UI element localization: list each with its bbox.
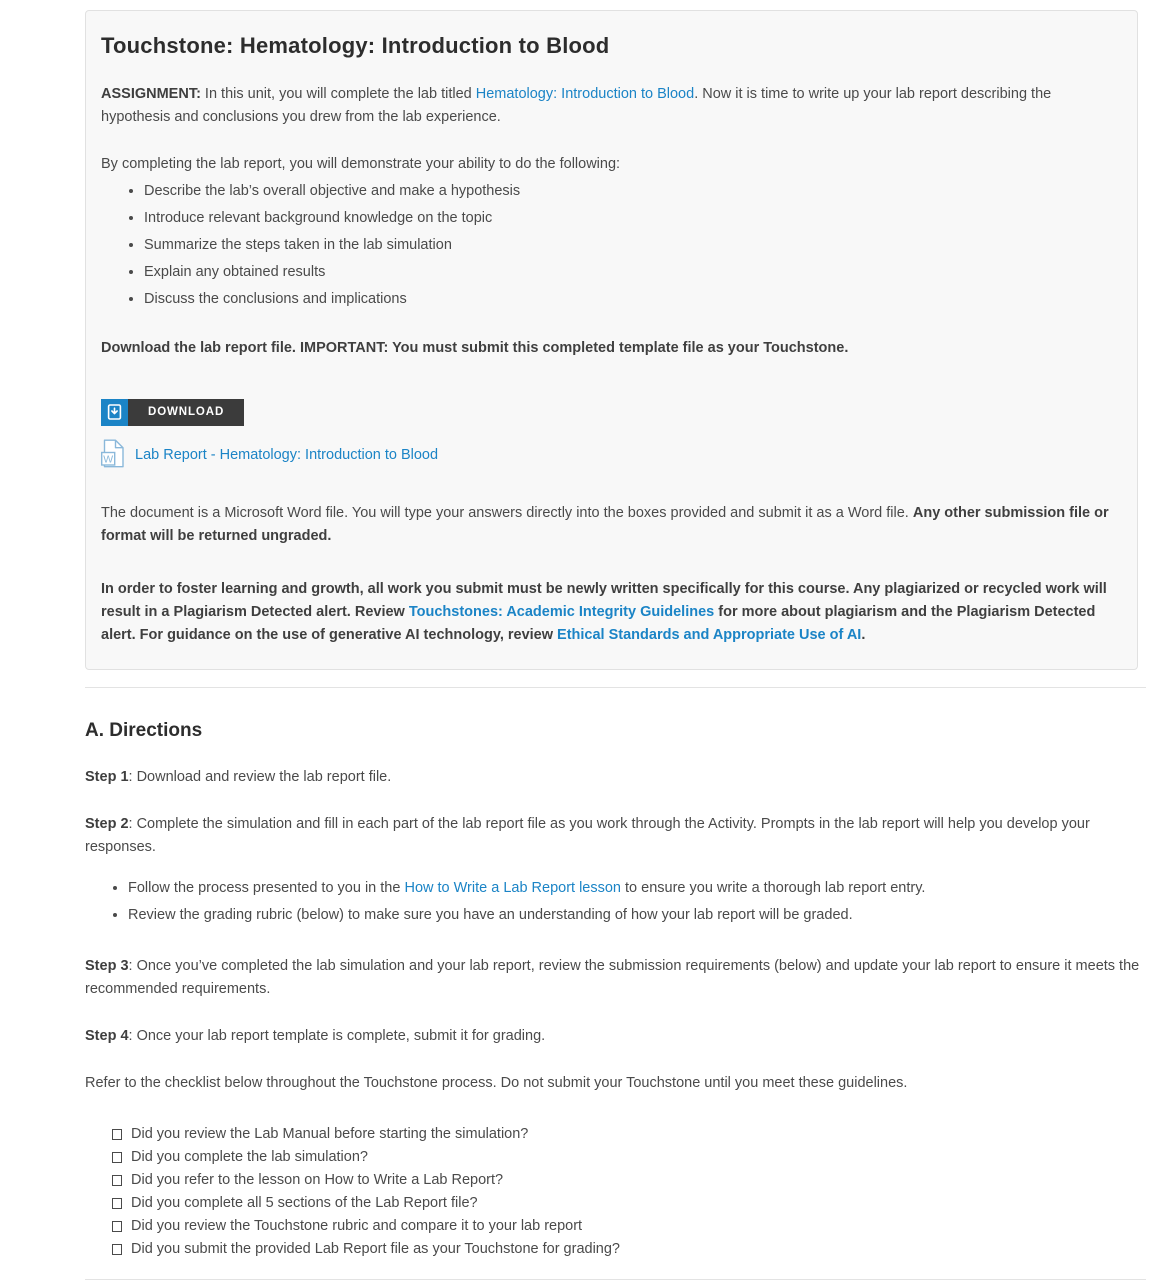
lab-report-file-link[interactable]: Lab Report - Hematology: Introduction to Blood <box>135 447 439 463</box>
download-note: Download the lab report file. IMPORTANT: You must submit this completed template file as your Touchstone. <box>101 340 849 356</box>
assignment-text-before: In this unit, you will complete the lab titled <box>200 86 476 102</box>
checklist-intro: Refer to the checklist below throughout the Touchstone process. Do not submit your Touchstone until you meet these guidelines. <box>85 1074 908 1091</box>
step-2-bullets <box>85 877 1146 927</box>
checkbox-icon <box>112 1152 122 1163</box>
file-row <box>101 439 1122 472</box>
download-icon <box>101 399 128 426</box>
checklist-item <box>112 1192 1146 1215</box>
list-item: • Introduce relevant background knowledge on the topic <box>144 207 1122 230</box>
bullet-text-after: to ensure you write a thorough lab report entry. <box>621 879 926 896</box>
demonstrate-intro: By completing the lab report, you will demonstrate your ability to do the following: <box>101 156 621 172</box>
assignment-paragraph <box>101 83 1122 129</box>
academic-integrity-link[interactable]: Touchstones: Academic Integrity Guidelines <box>408 603 715 620</box>
checklist-item-text: Did you review the Lab Manual before starting the simulation? <box>131 1125 529 1142</box>
page <box>85 0 1146 1280</box>
step-4-label: Step 4 <box>85 1027 129 1044</box>
integrity-paragraph <box>101 578 1122 647</box>
document-text: The document is a Microsoft Word file. You will type your answers directly into the boxes provided and submit it as a Word file. <box>101 504 913 521</box>
checklist <box>85 1123 1146 1261</box>
step-1 <box>85 766 1146 789</box>
list-item: • Discuss the conclusions and implications <box>144 288 1122 311</box>
integrity-text-3: . <box>861 626 866 643</box>
checklist-item <box>112 1238 1146 1261</box>
section-divider <box>85 687 1146 688</box>
checklist-item-text: Did you review the Touchstone rubric and compare it to your lab report <box>131 1217 583 1234</box>
page-title: Touchstone: Hematology: Introduction to Blood <box>101 33 610 58</box>
ethical-standards-link[interactable]: Ethical Standards and Appropriate Use of AI <box>557 626 862 643</box>
assignment-label: ASSIGNMENT: <box>101 86 201 102</box>
download-button-label: DOWNLOAD <box>128 399 244 426</box>
list-item: • Summarize the steps taken in the lab simulation <box>144 234 1122 257</box>
checkbox-icon <box>112 1244 122 1255</box>
step-4 <box>85 1025 1146 1048</box>
checklist-item-text: Did you complete the lab simulation? <box>131 1148 368 1165</box>
document-text-bold: Any other submission file or format will be returned ungraded. <box>101 504 1109 544</box>
step-3 <box>85 955 1146 1001</box>
checkbox-icon <box>112 1175 122 1186</box>
abilities-list <box>101 180 1122 311</box>
checklist-item <box>112 1146 1146 1169</box>
assignment-box <box>85 10 1138 670</box>
document-paragraph <box>101 502 1122 548</box>
checklist-item-text: Did you complete all 5 sections of the Lab Report file? <box>131 1194 478 1211</box>
checklist-item <box>112 1169 1146 1192</box>
integrity-text-1: In order to foster learning and growth, all work you submit must be newly written specifically for this course. Any plagiarized or recycled work will result in a Plagiarism Detected alert. Review <box>101 580 1107 620</box>
list-item: • Describe the lab’s overall objective and make a hypothesis <box>144 180 1122 203</box>
checklist-item <box>112 1215 1146 1238</box>
directions-heading: A. Directions <box>85 719 203 741</box>
step-3-label: Step 3 <box>85 957 129 974</box>
list-item <box>128 877 1146 900</box>
how-to-write-lab-report-link[interactable]: How to Write a Lab Report lesson <box>404 879 621 896</box>
step-2 <box>85 813 1146 859</box>
step-2-text: : Complete the simulation and fill in each part of the lab report file as you work through the Activity. Prompts in the lab report will help you develop your responses. <box>85 815 1090 855</box>
checkbox-icon <box>112 1129 122 1140</box>
svg-text:W: W <box>103 452 114 465</box>
list-item: • Explain any obtained results <box>144 261 1122 284</box>
hematology-lab-link[interactable]: Hematology: Introduction to Blood <box>475 86 695 102</box>
step-4-text: : Once your lab report template is complete, submit it for grading. <box>128 1027 546 1044</box>
directions-section <box>85 720 1146 1280</box>
step-1-text: : Download and review the lab report file. <box>128 768 392 785</box>
step-1-label: Step 1 <box>85 768 129 785</box>
integrity-text-2: for more about plagiarism and the Plagiarism Detected alert. For guidance on the use of generative AI technology, review <box>101 603 1096 643</box>
checklist-item-text: Did you submit the provided Lab Report file as your Touchstone for grading? <box>131 1240 620 1257</box>
list-item: • Review the grading rubric (below) to make sure you have an understanding of how your lab report will be graded. <box>128 904 1146 927</box>
bottom-divider <box>85 1279 1146 1280</box>
checklist-item <box>112 1123 1146 1146</box>
checkbox-icon <box>112 1221 122 1232</box>
download-button[interactable] <box>101 399 244 426</box>
checklist-item-text: Did you refer to the lesson on How to Write a Lab Report? <box>131 1171 504 1188</box>
word-file-icon <box>101 439 125 472</box>
bullet-text-before: Follow the process presented to you in the <box>128 879 405 896</box>
step-2-label: Step 2 <box>85 815 129 832</box>
checkbox-icon <box>112 1198 122 1209</box>
step-3-text: : Once you’ve completed the lab simulation and your lab report, review the submission requirements (below) and update your lab report to ensure it meets the recommended requirements. <box>85 957 1140 997</box>
assignment-text-after: . Now it is time to write up your lab report describing the hypothesis and conclusions you drew from the lab experience. <box>101 86 1052 125</box>
